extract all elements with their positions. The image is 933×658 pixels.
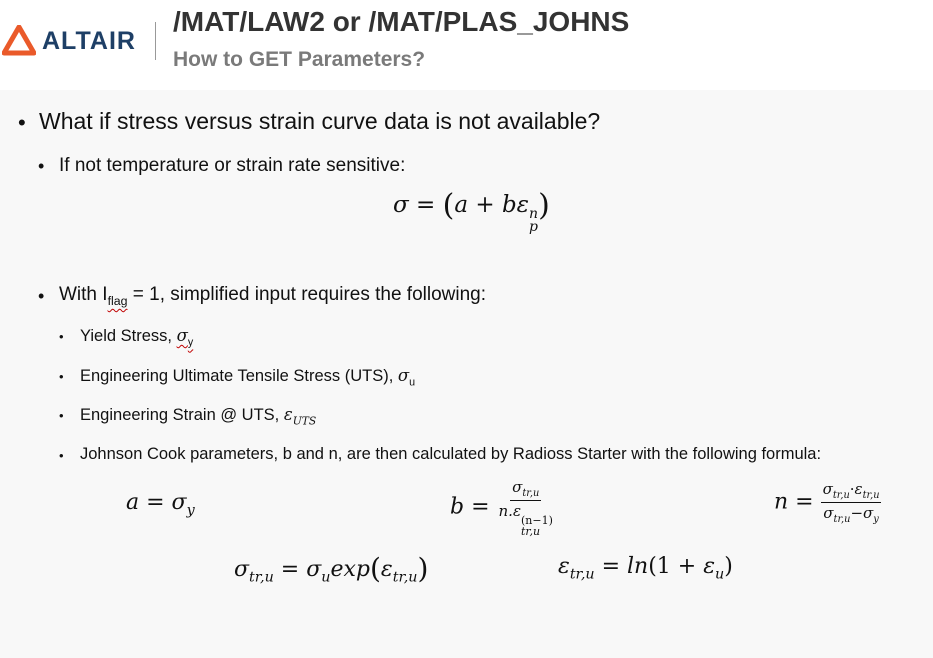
equation-n: n = $\frac{\sigma_{tr,u}\cdot\varepsilon_{tr,u}}{\sigma_{tr,u}-\sigma_y}$ [774, 480, 880, 525]
item-strain-uts: Engineering Strain @ UTS, $\varepsilon_{UTS}$ [80, 405, 317, 428]
bullet-dot: • [59, 329, 64, 344]
sub-bullet-temperature: If not temperature or strain rate sensitive: [59, 155, 406, 176]
item-uts: Engineering Ultimate Tensile Stress (UTS), $\sigma_u$ [80, 366, 416, 389]
sub-bullet-iflag: With $I_{flag} = 1$, simplified input requires the following: [59, 284, 487, 308]
fraction-b: $\sigma_{tr,u}$ n.ε (n−1) tr,u [498, 478, 553, 538]
equation-a: $a = \sigma_y$ [126, 490, 195, 519]
altair-logo [2, 24, 136, 58]
slide-content [0, 90, 933, 658]
bullet-dot: • [38, 286, 45, 306]
item-johnson-cook: Johnson Cook parameters, b and n, are then calculated by Radioss Starter with the following formula: [80, 445, 822, 463]
logo-text: ALTAIR [42, 26, 136, 55]
bullet-dot: • [38, 156, 45, 176]
page-subtitle: How to GET Parameters? [173, 48, 426, 71]
question-heading: What if stress versus strain curve data is not available? [39, 108, 601, 134]
bullet-dot: • [59, 408, 64, 423]
altair-triangle-icon [2, 25, 36, 57]
slide-header [0, 0, 933, 90]
page-title: /MAT/LAW2 or /MAT/PLAS_JOHNS [173, 6, 630, 37]
fraction-n: $\frac{\sigma_{tr,u}\cdot\varepsilon_{tr,u}}{\sigma_{tr,u}-\sigma_y}$ [822, 480, 880, 525]
equation-johnson-cook: σ = (a + bε n p ) [393, 188, 550, 235]
equation-b: b = $\sigma_{tr,u}$ n.ε (n−1) tr,u [450, 478, 553, 538]
bullet-dot: • [18, 110, 26, 135]
bullet-dot: • [59, 448, 64, 463]
equation-eps-true: $\varepsilon_{tr,u} = \ln(1 + \varepsilon_u)$ [558, 554, 733, 583]
item-yield-stress: Yield Stress, $\sigma_y$ [80, 326, 194, 349]
bullet-dot: • [59, 369, 64, 384]
equation-sigma-true: $\sigma_{tr,u} = \sigma_u\exp(\varepsilon_{tr,u})$ [234, 552, 429, 586]
header-divider [155, 22, 156, 60]
